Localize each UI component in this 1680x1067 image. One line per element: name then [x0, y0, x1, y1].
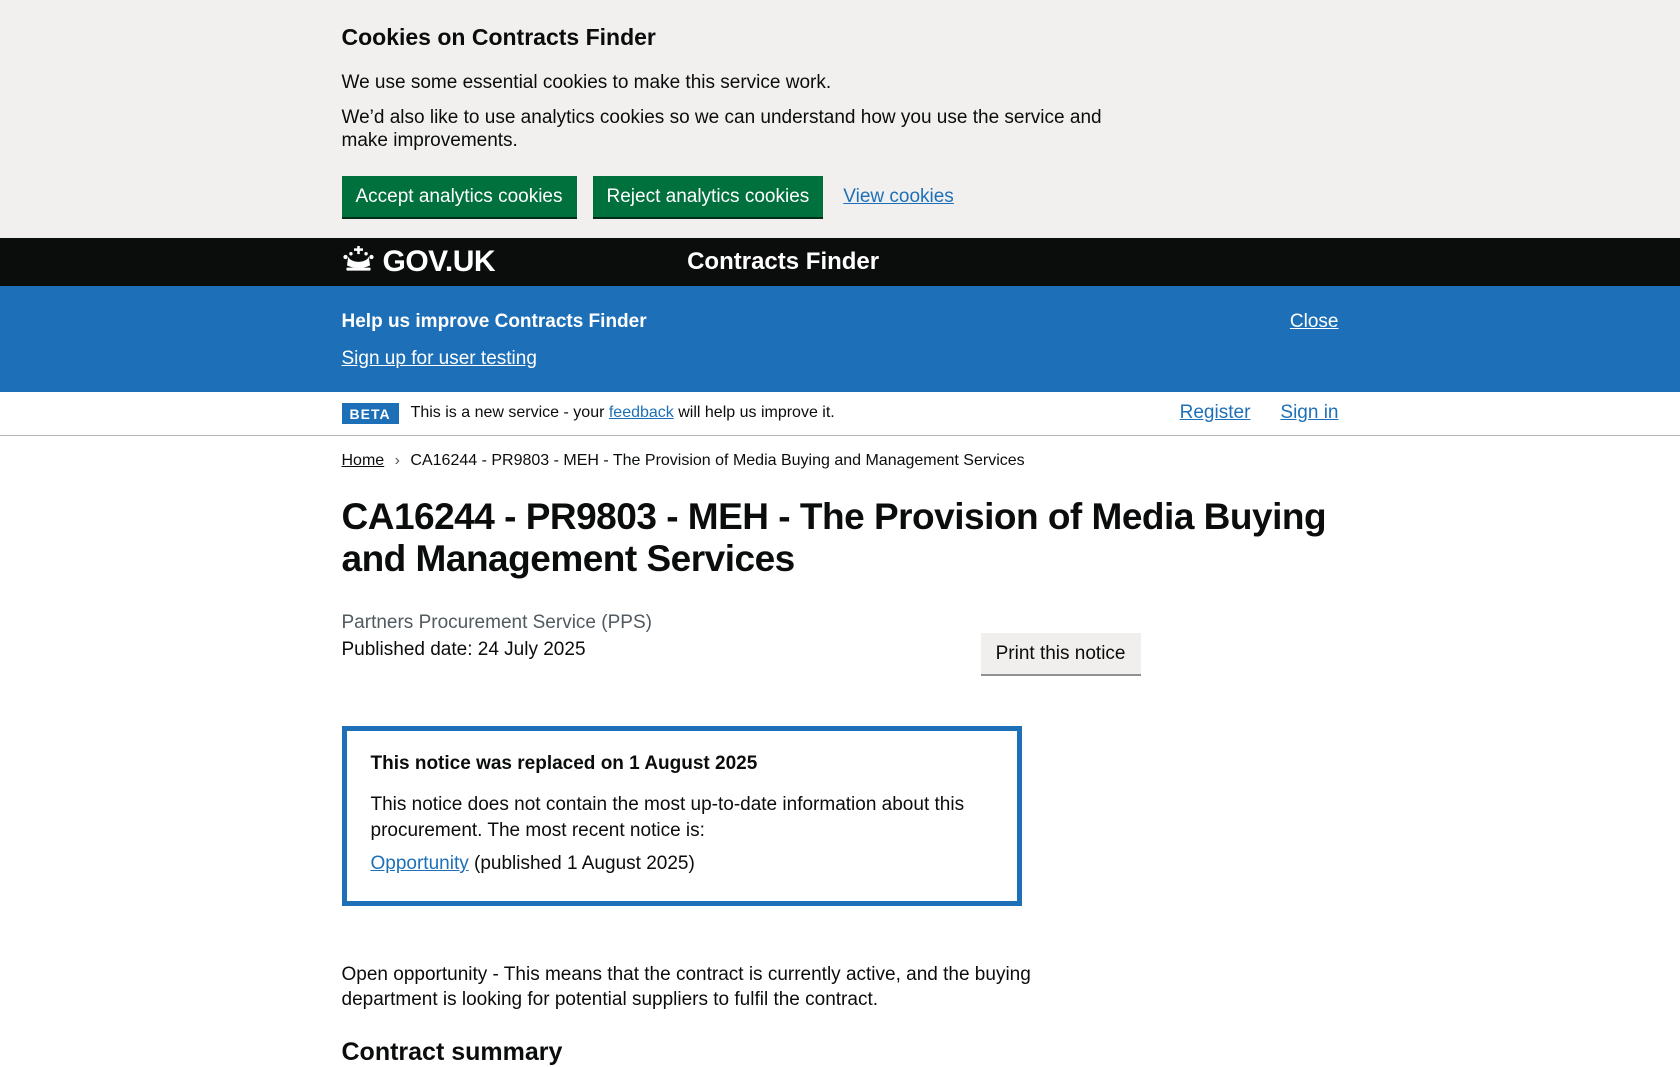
beta-badge: BETA [342, 403, 399, 424]
register-link[interactable]: Register [1179, 402, 1251, 423]
breadcrumb [342, 452, 1339, 470]
opportunity-link[interactable]: Opportunity [370, 853, 469, 874]
phase-banner-text: This is a new service - your feedback will help us improve it. [410, 404, 835, 421]
accept-analytics-cookies-button[interactable]: Accept analytics cookies [342, 176, 577, 217]
notice-replaced-heading: This notice was replaced on 1 August 2025 [370, 753, 758, 774]
breadcrumb-current: CA16244 - PR9803 - MEH - The Provision of Media Buying and Management Services [410, 452, 1025, 469]
govuk-logo-link[interactable] [342, 245, 496, 279]
sign-up-user-testing-link[interactable]: Sign up for user testing [341, 348, 537, 369]
notice-replaced-box [342, 726, 1022, 906]
published-date: Published date: 24 July 2025 [341, 639, 586, 660]
reject-analytics-cookies-button[interactable]: Reject analytics cookies [593, 176, 824, 217]
notice-replaced-link-line: Opportunity (published 1 August 2025) [370, 853, 695, 874]
notice-meta-row [342, 612, 1339, 674]
page-title: CA16244 - PR9803 - MEH - The Provision of Media Buying and Management Services [341, 496, 1327, 579]
view-cookies-link[interactable]: View cookies [843, 185, 954, 207]
cookie-banner [0, 0, 1680, 238]
notice-replaced-body: This notice does not contain the most up-to-date information about this procurement. The most recent notice is: [370, 794, 965, 841]
service-name-link[interactable]: Contracts Finder [687, 248, 880, 275]
cookie-banner-paragraph-2: We’d also like to use analytics cookies so we can understand how you use the service and make improvements. [341, 107, 1102, 151]
survey-banner-title: Help us improve Contracts Finder [341, 311, 647, 332]
organisation-name: Partners Procurement Service (PPS) [341, 612, 652, 633]
crown-icon [342, 246, 375, 279]
sign-in-link[interactable]: Sign in [1280, 402, 1339, 423]
govuk-logo-text: GOV.UK [382, 245, 496, 278]
cookie-banner-actions [342, 176, 1339, 217]
print-this-notice-button[interactable]: Print this notice [981, 633, 1141, 674]
phase-banner [0, 392, 1680, 436]
survey-banner [0, 286, 1680, 392]
feedback-link[interactable]: feedback [608, 404, 674, 421]
breadcrumb-separator-icon: › [394, 452, 400, 469]
contract-summary-heading: Contract summary [341, 1038, 563, 1066]
survey-close-link[interactable]: Close [1289, 311, 1339, 332]
open-opportunity-status: Open opportunity - This means that the contract is currently active, and the buying department is looking for potential suppliers to fulfil the contract. [341, 964, 1031, 1010]
notice-meta [342, 612, 652, 661]
cookie-banner-paragraph-1: We use some essential cookies to make this service work. [341, 72, 832, 93]
account-links [1180, 402, 1339, 424]
govuk-header [0, 238, 1680, 286]
breadcrumb-home-link[interactable]: Home [341, 452, 385, 469]
cookie-banner-title: Cookies on Contracts Finder [341, 24, 656, 50]
